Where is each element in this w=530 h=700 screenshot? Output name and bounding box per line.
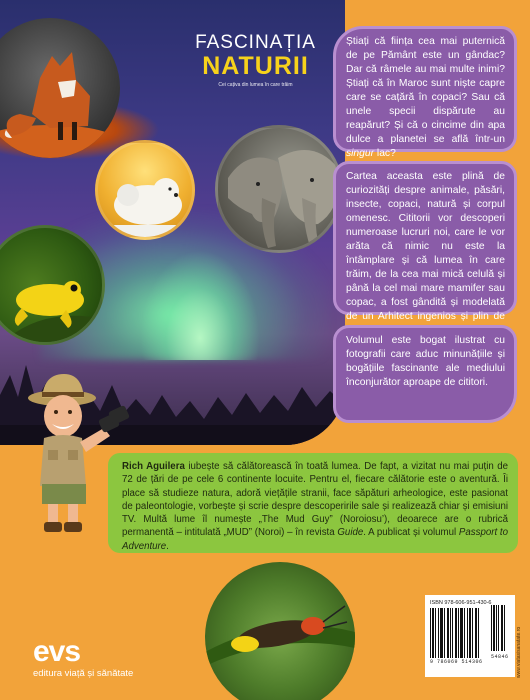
publisher-name: editura viață și sănătate (33, 668, 134, 679)
barcode-addon-bars (491, 605, 507, 651)
book-title (168, 32, 343, 88)
polar-bear-photo (95, 140, 195, 240)
bio-text-b: . A publicat și volumul (363, 527, 459, 539)
website-url: www.viatasisanatate.ro (516, 626, 522, 678)
publisher-logo-mark: evs (33, 635, 81, 668)
barcode-bars (430, 608, 488, 658)
barcode-number: 9 786069 514306 (430, 659, 483, 665)
intro-text-box-1 (333, 26, 517, 159)
intro-text-1b: lac? (374, 148, 396, 159)
title-subtitle: Cei cațiva din lumea în care trăim (218, 82, 293, 88)
bio-text-a: iubește să călătorească în toată lumea. De fapt, a vizitat nu mai puțin de 72 de țări de pe cele 6 continente locuite. Pentru el, fiecare călătorie este o aventură. Îi place să studieze natura, adoră viețățile stranii, face săpături arheologice, este pasionat de paleontologie, vorbește și scrie despre descoperirile sale și realizează chiar și emisiuni TV. Multă lume îl numește „The Mud Guy” (Noroiosu’), deoarece are o rubrică permanentă – intitulată „MUD” (Noroi) – în revista (122, 461, 508, 539)
firefly-icon (205, 562, 355, 700)
elephant-icon (218, 128, 343, 253)
intro-text-box-2 (333, 161, 517, 322)
author-bio-box (108, 453, 518, 553)
barcode-addon: 54846 (491, 654, 509, 660)
isbn-text: ISBN 978-606-951-430-6 (430, 600, 492, 606)
intro-text-1a: Știați că ființa cea mai puternică de pe Pământ este un gândac? Dar că râmele au mai multe inimi? Știați că în Maroc sunt niște capre care se cațără în copaci? Sau că unele specii dispărute au reapărut? Și că o cincime din apa dulce a planetei se află într-un (346, 36, 505, 145)
elephant-photo (215, 125, 343, 253)
intro-text-3: Volumul este bogat ilustrat cu fotografii care aduc minunățiile și bogățiile fascinante ale mediului înconjurător aproape de cititori. (346, 335, 505, 388)
intro-text-box-3 (333, 325, 517, 423)
bio-em-guide: Guide (337, 527, 364, 539)
title-main: NATURII (202, 52, 309, 80)
title-top: FASCINAȚIA (195, 32, 316, 53)
barcode (425, 595, 515, 677)
explorer-character-icon (22, 368, 132, 538)
bio-text-c: . (166, 540, 169, 552)
publisher-logo (33, 637, 173, 679)
intro-text-1-em: singur (346, 148, 375, 159)
bio-em-passport: Passport to Adventure (122, 527, 508, 552)
author-name: Rich Aguilera (122, 461, 185, 472)
firefly-photo (205, 562, 355, 700)
intro-text-2: Cartea aceasta este plină de curiozități despre animale, păsări, insecte, copaci, natură și corpul omenesc. Cititorii vor descoperi numeroase lucruri noi, care le vor arăta că nimic nu este la întâmplare și că lumea în care trăim, de la cea mai mică celulă și până la cel mai mare mamifer sau copac, a fost gândită și modelată de un Arhitect ingenios și plin de (346, 171, 505, 322)
